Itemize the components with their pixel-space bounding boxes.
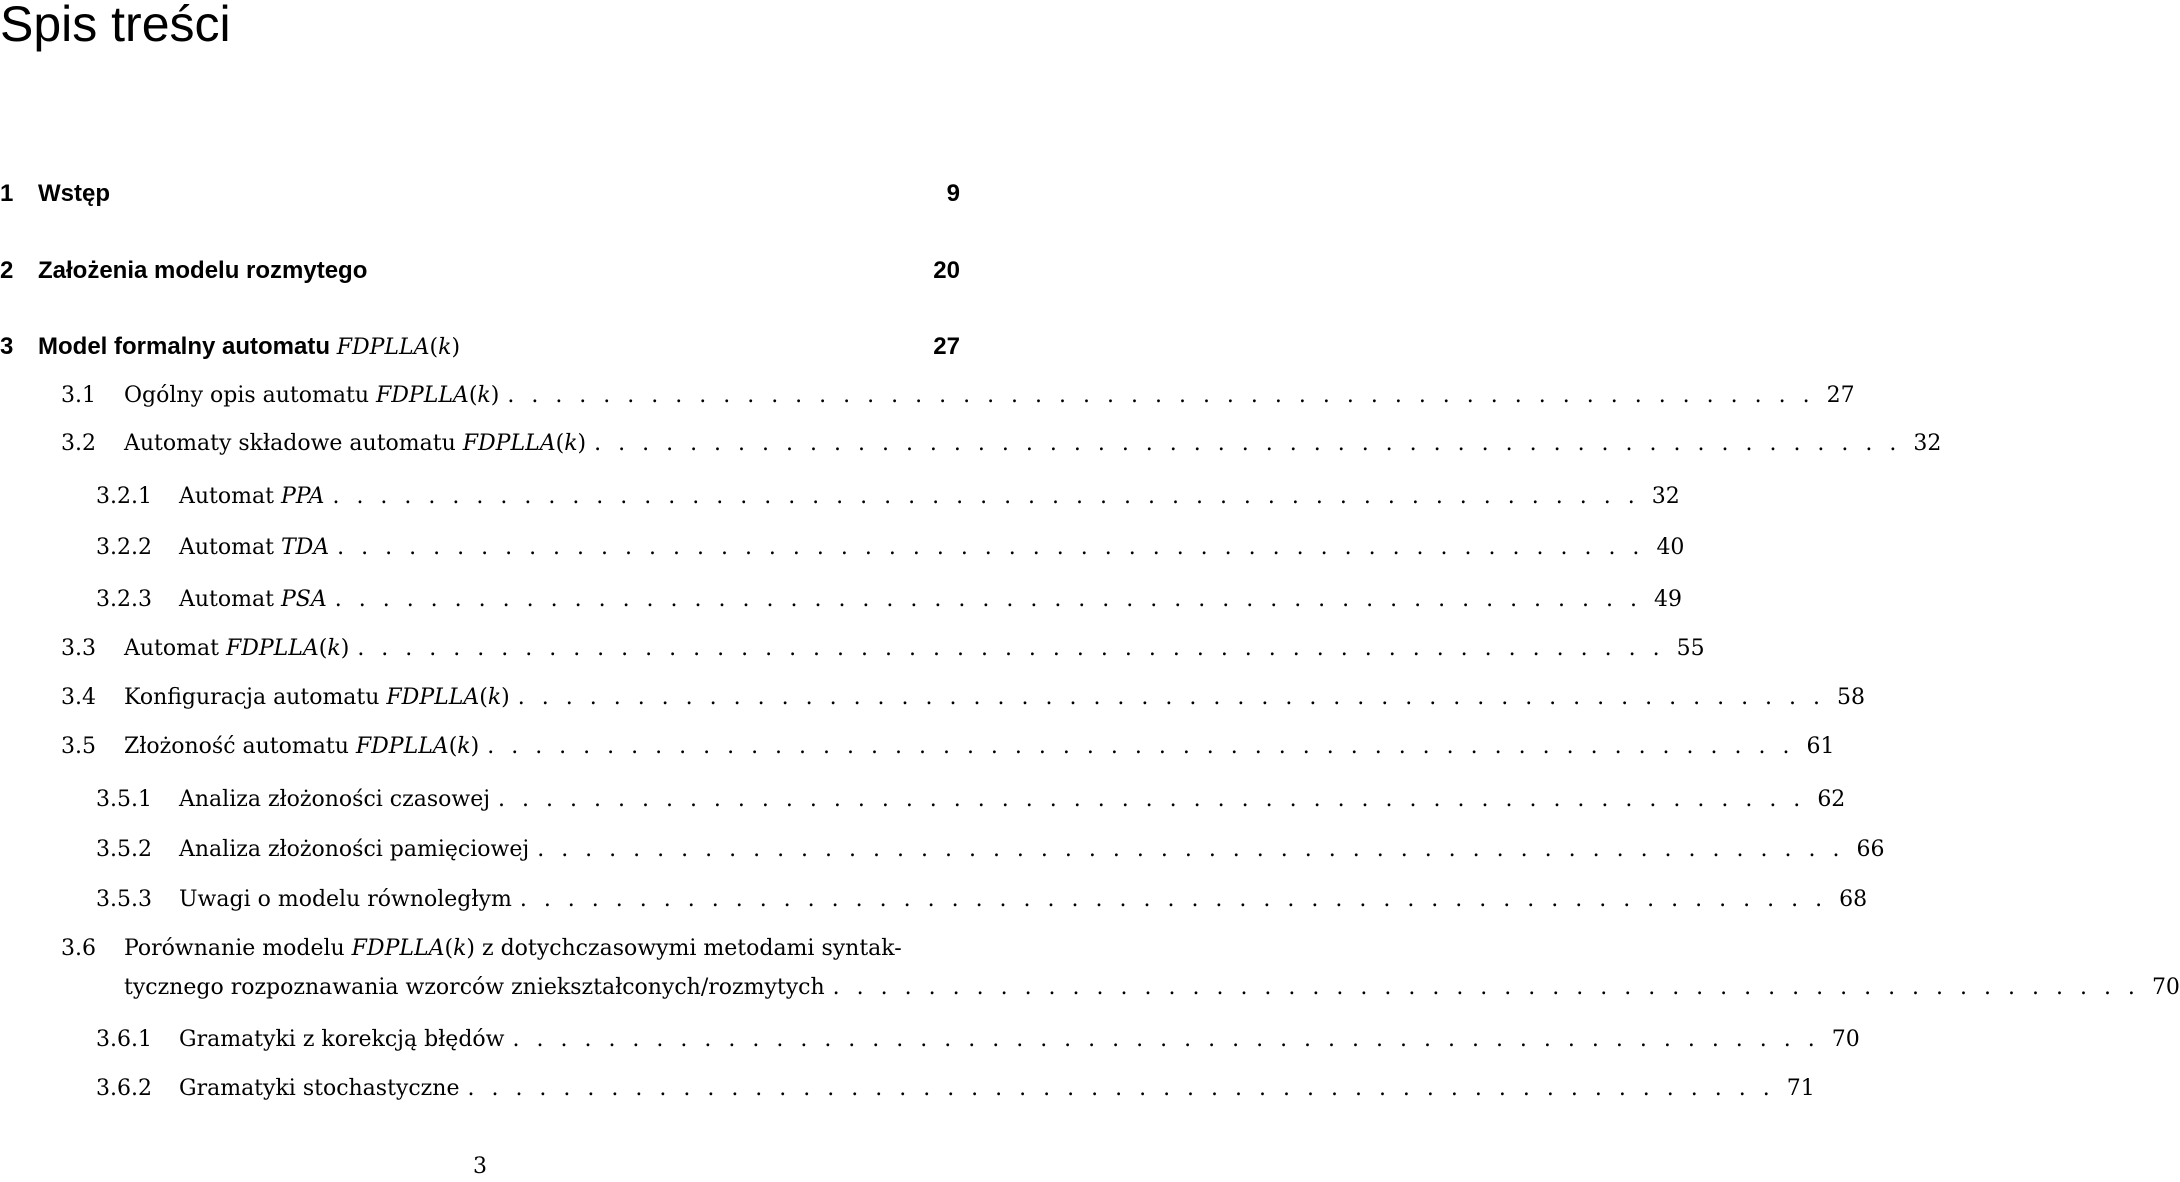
dot-leader: . . . . . . . . . . . . . . . . . . . . . . . . . . . . . . . . . . . . . . . . . . . . . . . . . . . . . . . (332, 483, 1640, 509)
toc-title-prefix: Automat (124, 635, 226, 661)
toc-title-prefix: Ogólny opis automatu (124, 382, 376, 408)
toc-number: 3.5.3 (96, 886, 152, 912)
toc-section-3-2[interactable] (0, 423, 1942, 463)
toc-subsection-3-5-2[interactable] (96, 829, 1885, 869)
dot-leader: . . . . . . . . . . . . . . . . . . . . . . . . . . . . . . . . . . . . . . . . . . . . . . . . . . . . . . . (594, 430, 1902, 456)
toc-number: 3.2.2 (96, 534, 152, 560)
toc-number: 3.2.3 (96, 586, 152, 612)
toc-page: 9 (946, 180, 960, 207)
math-name: FDPLLA(k) (386, 684, 510, 710)
math-name-text: FDPLLA (376, 382, 469, 408)
toc-title-prefix: Automat (179, 534, 281, 560)
math-name-text: FDPLLA (462, 430, 556, 456)
math-arg: k (453, 935, 467, 961)
toc-subsection-3-5-1[interactable] (96, 779, 1846, 819)
toc-chapter-2[interactable] (0, 251, 960, 291)
toc-number: 2 (0, 257, 14, 284)
toc-title (124, 431, 586, 456)
toc-page: 20 (933, 257, 960, 284)
toc-page: 70 (2151, 974, 2180, 1000)
toc-number: 3.5.1 (96, 786, 152, 812)
toc-page: 49 (1654, 586, 1682, 612)
toc-number: 1 (0, 180, 14, 207)
dot-leader: . . . . . . . . . . . . . . . . . . . . . . . . . . . . . . . . . . . . . . . . . . . . . . . . . . . . . . . (512, 1026, 1820, 1052)
math-arg: k (327, 635, 341, 661)
math-name-text: FDPLLA (355, 733, 449, 759)
math-name: TDA (280, 534, 330, 560)
toc-title-prefix: Konfiguracja automatu (124, 684, 387, 710)
math-arg: k (457, 733, 471, 759)
toc-title (124, 936, 902, 961)
toc-page: 32 (1913, 430, 1942, 456)
toc-title-prefix: Automaty składowe automatu (124, 430, 463, 456)
toc-number: 3.6.2 (96, 1075, 152, 1101)
toc-title: Założenia modelu rozmytego (38, 257, 368, 284)
dot-leader: . . . . . . . . . . . . . . . . . . . . . . . . . . . . . . . . . . . . . . . . . . . . . . . . . . . . . . . (537, 836, 1845, 862)
toc-page: 68 (1839, 886, 1868, 912)
toc-title (124, 383, 499, 408)
toc-number: 3.4 (61, 684, 96, 710)
math-name: PPA (280, 483, 325, 509)
toc-page: 58 (1837, 684, 1866, 710)
toc-number: 3.5.2 (96, 836, 152, 862)
toc-number: 3 (0, 333, 14, 360)
dot-leader: . . . . . . . . . . . . . . . . . . . . . . . . . . . . . . . . . . . . . . . . . . . . . . . . . . . . . . . (517, 684, 1826, 710)
toc-chapter-3[interactable] (0, 327, 960, 367)
toc-chapter-1[interactable] (0, 174, 960, 214)
toc-number: 3.2 (61, 430, 96, 456)
dot-leader: . . . . . . . . . . . . . . . . . . . . . . . . . . . . . . . . . . . . . . . . . . . . . . . . . . . . . . . (357, 635, 1665, 661)
dot-leader: . . . . . . . . . . . . . . . . . . . . . . . . . . . . . . . . . . . . . . . . . . . . . . . . . . . . . . . (498, 786, 1806, 812)
toc-number: 3.5 (61, 733, 96, 759)
math-arg: k (477, 382, 491, 408)
toc-title-prefix: Automat (179, 586, 281, 612)
toc-section-3-6-continuation[interactable] (124, 967, 2180, 1007)
toc-title (38, 333, 920, 361)
toc-number: 3.2.1 (96, 483, 152, 509)
page-number: 3 (473, 1154, 487, 1179)
toc-page: 71 (1786, 1075, 1815, 1101)
toc-title-prefix: Model formalny automatu (38, 333, 337, 360)
toc-title: Analiza złożoności czasowej (179, 786, 491, 812)
math-name-text: FDPLLA (225, 635, 319, 661)
toc-number: 3.6.1 (96, 1026, 152, 1052)
math-name: FDPLLA(k) (225, 635, 350, 661)
toc-title-prefix: Porównanie modelu (124, 935, 352, 961)
toc-page: 70 (1831, 1026, 1860, 1052)
toc-section-3-3[interactable] (0, 628, 1705, 668)
toc-number: 3.3 (61, 635, 96, 661)
math-name: FDPLLA(k) (351, 935, 476, 961)
math-arg: k (438, 335, 452, 360)
dot-leader: . . . . . . . . . . . . . . . . . . . . . . . . . . . . . . . . . . . . . . . . . . . . . . . . . . . . . . . (467, 1075, 1775, 1101)
math-name: FDPLLA(k) (336, 335, 461, 360)
math-name: FDPLLA(k) (355, 733, 480, 759)
toc-subsection-3-6-1[interactable] (96, 1019, 1860, 1059)
toc-title (124, 636, 349, 661)
math-name-text: FDPLLA (386, 684, 480, 710)
dot-leader: . . . . . . . . . . . . . . . . . . . . . . . . . . . . . . . . . . . . . . . . . . . . . . . . . . . . . . . (519, 886, 1828, 912)
toc-title-line2: tycznego rozpoznawania wzorców zniekształconych/rozmytych (124, 974, 825, 1000)
toc-title: Wstęp (38, 180, 110, 207)
toc-title (179, 484, 324, 509)
math-name: FDPLLA(k) (462, 430, 587, 456)
math-name-text: FDPLLA (336, 335, 430, 360)
toc-title (124, 734, 479, 759)
toc-section-3-4[interactable] (0, 677, 1866, 717)
toc-title: Gramatyki z korekcją błędów (179, 1026, 505, 1052)
dot-leader: . . . . . . . . . . . . . . . . . . . . . . . . . . . . . . . . . . . . . . . . . . . . . . . . . . . . . . . (507, 382, 1815, 408)
toc-number: 3.6 (61, 935, 96, 961)
toc-subsection-3-2-1[interactable] (96, 476, 1680, 516)
math-arg: k (564, 430, 578, 456)
toc-page: 27 (933, 333, 960, 360)
toc-title-prefix: Złożoność automatu (124, 733, 356, 759)
toc-title-prefix: Automat (179, 483, 281, 509)
page-title: Spis treści (0, 0, 231, 52)
math-name: PSA (280, 586, 327, 612)
toc-page: 61 (1806, 733, 1835, 759)
toc-page: 32 (1651, 483, 1680, 509)
dot-leader: . . . . . . . . . . . . . . . . . . . . . . . . . . . . . . . . . . . . . . . . . . . . . . . . . . . . . . . (334, 586, 1642, 612)
toc-subsection-3-2-3[interactable] (96, 579, 1682, 619)
toc-page: 27 (1826, 382, 1855, 408)
math-name-text: FDPLLA (351, 935, 445, 961)
toc-title (179, 535, 329, 560)
toc-section-3-5[interactable] (0, 726, 1835, 766)
toc-title: Uwagi o modelu równoległym (179, 886, 512, 912)
toc-title-suffix: z dotychczasowymi metodami syntak- (475, 935, 902, 961)
toc-title: Analiza złożoności pamięciowej (179, 836, 530, 862)
toc-subsection-3-5-3[interactable] (96, 879, 1868, 919)
toc-subsection-3-2-2[interactable] (96, 527, 1685, 567)
dot-leader: . . . . . . . . . . . . . . . . . . . . . . . . . . . . . . . . . . . . . . . . . . . . . . . . . . . . . . . (832, 974, 2140, 1000)
toc-page: 40 (1656, 534, 1685, 560)
toc-title (179, 587, 327, 612)
dot-leader: . . . . . . . . . . . . . . . . . . . . . . . . . . . . . . . . . . . . . . . . . . . . . . . . . . . . . . . (337, 534, 1645, 560)
toc-number: 3.1 (61, 382, 96, 408)
toc-title (124, 685, 510, 710)
toc-title: Gramatyki stochastyczne (179, 1075, 460, 1101)
toc-page: 66 (1856, 836, 1885, 862)
math-arg: k (487, 684, 502, 710)
math-name: FDPLLA(k) (376, 382, 500, 408)
toc-page: 62 (1817, 786, 1846, 812)
toc-section-3-1[interactable] (0, 375, 1855, 415)
toc-section-3-6[interactable] (0, 928, 960, 968)
dot-leader: . . . . . . . . . . . . . . . . . . . . . . . . . . . . . . . . . . . . . . . . . . . . . . . . . . . . . . . (487, 733, 1795, 759)
toc-subsection-3-6-2[interactable] (96, 1068, 1815, 1108)
toc-page: 55 (1676, 635, 1705, 661)
